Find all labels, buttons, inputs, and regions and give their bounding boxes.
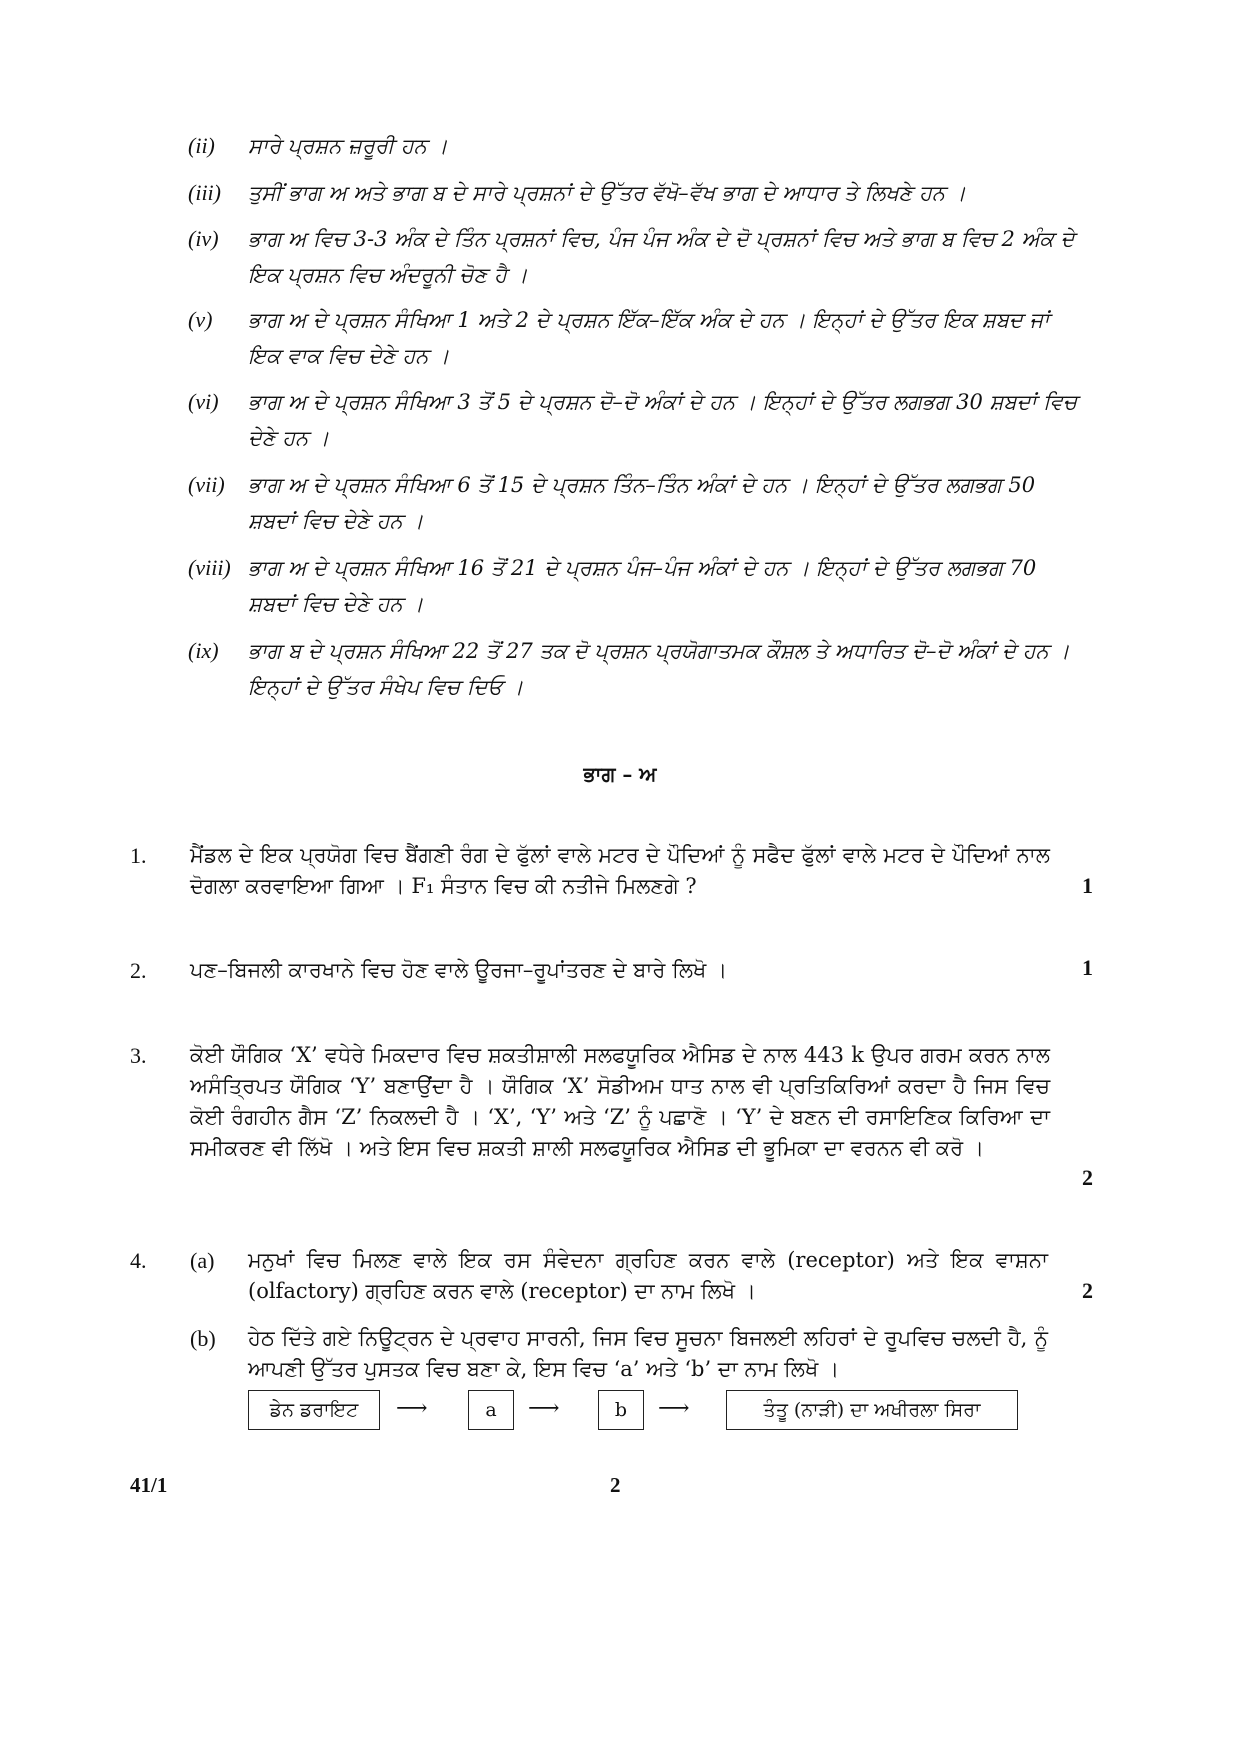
question-text: ਪਣ–ਬਿਜਲੀ ਕਾਰਖਾਨੇ ਵਿਚ ਹੋਣ ਵਾਲੇ ਊਰਜਾ–ਰੂਪਾਂਤਰਣ ਦੇ ਬਾਰੇ ਲਿਖੋ । (190, 958, 728, 982)
question-3 (130, 1040, 1050, 1200)
instruction-number: (viii) (188, 555, 231, 580)
question-2-marks: 1 (1082, 955, 1093, 980)
page-number: 2 (610, 1473, 621, 1497)
flow-arrow: ⟶ (396, 1396, 428, 1421)
instruction-text: ਭਾਗ ਬ ਦੇ ਪ੍ਰਸ਼ਨ ਸੰਖਿਆ 22 ਤੋਂ 27 ਤਕ ਦੋ ਪ੍ਰਸ਼ਨ ਪ੍ਰਯੋਗਾਤਮਕ ਕੌਸ਼ਲ ਤੇ ਅਧਾਰਿਤ ਦੋ–ਦੋ ਅੰਕਾਂ ਦੇ ਹਨ । ਇਨ੍ਹਾਂ ਦੇ ਉੱਤਰ ਸੰਖੇਪ ਵਿਚ ਦਿਓ । (248, 639, 1070, 699)
instruction-vi (188, 384, 1108, 456)
flow-box-a: a (468, 1390, 514, 1430)
question-4-marks: 2 (1082, 1278, 1093, 1303)
instruction-text: ਭਾਗ ਅ ਦੇ ਪ੍ਰਸ਼ਨ ਸੰਖਿਆ 1 ਅਤੇ 2 ਦੇ ਪ੍ਰਸ਼ਨ ਇੱਕ–ਇੱਕ ਅੰਕ ਦੇ ਹਨ । ਇਨ੍ਹਾਂ ਦੇ ਉੱਤਰ ਇਕ ਸ਼ਬਦ ਜਾਂ ਇਕ ਵਾਕ ਵਿਚ ਦੇਣੇ ਹਨ । (248, 308, 1050, 368)
instruction-ii (188, 128, 1108, 164)
question-number: 2. (130, 958, 147, 983)
question-1 (130, 840, 1050, 904)
question-number: 3. (130, 1043, 147, 1068)
question-4 (130, 1245, 170, 1277)
instruction-number: (v) (188, 307, 213, 332)
instruction-ix (188, 633, 1108, 705)
instruction-vii (188, 467, 1108, 539)
instruction-text: ਭਾਗ ਅ ਦੇ ਪ੍ਰਸ਼ਨ ਸੰਖਿਆ 16 ਤੋਂ 21 ਦੇ ਪ੍ਰਸ਼ਨ ਪੰਜ–ਪੰਜ ਅੰਕਾਂ ਦੇ ਹਨ । ਇਨ੍ਹਾਂ ਦੇ ਉੱਤਰ ਲਗਭਗ 70 ਸ਼ਬਦਾਂ ਵਿਚ ਦੇਣੇ ਹਨ । (248, 556, 1037, 616)
question-3-marks: 2 (1082, 1165, 1093, 1190)
section-heading: ਭਾਗ – ਅ (583, 762, 657, 786)
sub-question-text: ਮਨੁਖਾਂ ਵਿਚ ਮਿਲਣ ਵਾਲੇ ਇਕ ਰਸ ਸੰਵੇਦਨਾ ਗ੍ਰਹਿਣ ਕਰਨ ਵਾਲੇ (receptor) ਅਤੇ ਇਕ ਵਾਸ਼ਨਾ (olfactory) ਗ੍ਰਹਿਣ ਕਰਨ ਵਾਲੇ (receptor) ਦਾ ਨਾਮ ਲਿਖੋ । (248, 1248, 1048, 1303)
instruction-text: ਭਾਗ ਅ ਵਿਚ 3-3 ਅੰਕ ਦੇ ਤਿੰਨ ਪ੍ਰਸ਼ਨਾਂ ਵਿਚ, ਪੰਜ ਪੰਜ ਅੰਕ ਦੇ ਦੋ ਪ੍ਰਸ਼ਨਾਂ ਵਿਚ ਅਤੇ ਭਾਗ ਬ ਵਿਚ 2 ਅੰਕ ਦੇ ਇਕ ਪ੍ਰਸ਼ਨ ਵਿਚ ਅੰਦਰੂਨੀ ਚੋਣ ਹੈ । (248, 227, 1075, 287)
question-2 (130, 955, 1050, 987)
question-text: ਕੋਈ ਯੌਗਿਕ ‘X’ ਵਧੇਰੇ ਮਿਕਦਾਰ ਵਿਚ ਸ਼ਕਤੀਸ਼ਾਲੀ ਸਲਫਯੂਰਿਕ ਐਸਿਡ ਦੇ ਨਾਲ 443 k ਉਪਰ ਗਰਮ ਕਰਨ ਨਾਲ ਅਸੰਤ੍ਰਿਪਤ ਯੌਗਿਕ ‘Y’ ਬਣਾਉਂਦਾ ਹੈ । ਯੌਗਿਕ ‘X’ ਸੋਡੀਅਮ ਧਾਤ ਨਾਲ ਵੀ ਪ੍ਰਤਿਕਿਰਿਆਂ ਕਰਦਾ ਹੈ ਜਿਸ ਵਿਚ ਕੋਈ ਰੰਗਹੀਨ ਗੈਸ ‘Z’ ਨਿਕਲਦੀ ਹੈ । ‘X’, ‘Y’ ਅਤੇ ‘Z’ ਨੂੰ ਪਛਾਣੋ । ‘Y’ ਦੇ ਬਣਨ ਦੀ ਰਸਾਇਣਿਕ ਕਿਰਿਆ ਦਾ ਸਮੀਕਰਣ ਵੀ ਲਿੱਖੋ । ਅਤੇ ਇਸ ਵਿਚ ਸ਼ਕਤੀ ਸ਼ਾਲੀ ਸਲਫਯੂਰਿਕ ਐਸਿਡ ਦੀ ਭੂਮਿਕਾ ਦਾ ਵਰਨਨ ਵੀ ਕਰੋ । (190, 1043, 1050, 1160)
instruction-viii (188, 550, 1108, 622)
instruction-number: (vii) (188, 472, 225, 497)
sub-question-label: (a) (190, 1248, 215, 1273)
instruction-text: ਸਾਰੇ ਪ੍ਰਸ਼ਨ ਜ਼ਰੂਰੀ ਹਨ । (248, 134, 448, 158)
instruction-iv (188, 221, 1108, 293)
instruction-number: (ii) (188, 133, 215, 158)
flow-box-dendrite: ਡੇਨ ਡਰਾਇਟ (248, 1390, 380, 1430)
question-1-marks: 1 (1082, 873, 1093, 898)
instruction-number: (iv) (188, 226, 219, 251)
paper-code: 41/1 (130, 1473, 168, 1497)
instruction-v (188, 302, 1108, 374)
flow-box-b: b (598, 1390, 644, 1430)
sub-question-label: (b) (190, 1326, 216, 1351)
instruction-iii (188, 175, 1108, 211)
question-number: 4. (130, 1248, 147, 1273)
question-4a (190, 1245, 1050, 1309)
flow-arrow: ⟶ (658, 1396, 690, 1421)
question-text: ਮੈਂਡਲ ਦੇ ਇਕ ਪ੍ਰਯੋਗ ਵਿਚ ਬੈਂਗਣੀ ਰੰਗ ਦੇ ਫੁੱਲਾਂ ਵਾਲੇ ਮਟਰ ਦੇ ਪੌਦਿਆਂ ਨੂੰ ਸਫੈਦ ਫੁੱਲਾਂ ਵਾਲੇ ਮਟਰ ਦੇ ਪੌਦਿਆਂ ਨਾਲ ਦੋਗਲਾ ਕਰਵਾਇਆ ਗਿਆ । F₁ ਸੰਤਾਨ ਵਿਚ ਕੀ ਨਤੀਜੇ ਮਿਲਣਗੇ ? (190, 843, 1050, 898)
instruction-text: ਤੁਸੀਂ ਭਾਗ ਅ ਅਤੇ ਭਾਗ ਬ ਦੇ ਸਾਰੇ ਪ੍ਰਸ਼ਨਾਂ ਦੇ ਉੱਤਰ ਵੱਖੋ–ਵੱਖ ਭਾਗ ਦੇ ਆਧਾਰ ਤੇ ਲਿਖਣੇ ਹਨ । (248, 181, 966, 205)
instruction-number: (iii) (188, 180, 221, 205)
instruction-text: ਭਾਗ ਅ ਦੇ ਪ੍ਰਸ਼ਨ ਸੰਖਿਆ 3 ਤੋਂ 5 ਦੇ ਪ੍ਰਸ਼ਨ ਦੋ–ਦੋ ਅੰਕਾਂ ਦੇ ਹਨ । ਇਨ੍ਹਾਂ ਦੇ ਉੱਤਰ ਲਗਭਗ 30 ਸ਼ਬਦਾਂ ਵਿਚ ਦੇਣੇ ਹਨ । (248, 390, 1078, 450)
question-4b (190, 1323, 1050, 1387)
flow-arrow: ⟶ (528, 1396, 560, 1421)
instruction-number: (ix) (188, 638, 219, 663)
sub-question-text: ਹੇਠ ਦਿੱਤੇ ਗਏ ਨਿਊਟ੍ਰਨ ਦੇ ਪ੍ਰਵਾਹ ਸਾਰਨੀ, ਜਿਸ ਵਿਚ ਸੂਚਨਾ ਬਿਜਲਈ ਲਹਿਰਾਂ ਦੇ ਰੂਪਵਿਚ ਚਲਦੀ ਹੈ, ਨੂੰ ਆਪਣੀ ਉੱਤਰ ਪੁਸਤਕ ਵਿਚ ਬਣਾ ਕੇ, ਇਸ ਵਿਚ ‘a’ ਅਤੇ ‘b’ ਦਾ ਨਾਮ ਲਿਖੋ । (248, 1326, 1048, 1381)
instruction-text: ਭਾਗ ਅ ਦੇ ਪ੍ਰਸ਼ਨ ਸੰਖਿਆ 6 ਤੋਂ 15 ਦੇ ਪ੍ਰਸ਼ਨ ਤਿੰਨ–ਤਿੰਨ ਅੰਕਾਂ ਦੇ ਹਨ । ਇਨ੍ਹਾਂ ਦੇ ਉੱਤਰ ਲਗਭਗ 50 ਸ਼ਬਦਾਂ ਵਿਚ ਦੇਣੇ ਹਨ । (248, 473, 1036, 533)
question-number: 1. (130, 843, 147, 868)
neuron-flow-diagram (248, 1390, 1028, 1432)
flow-box-nerve-ending: ਤੰਤੂ (ਨਾੜੀ) ਦਾ ਅਖੀਰਲਾ ਸਿਰਾ (726, 1390, 1018, 1430)
instruction-number: (vi) (188, 389, 219, 414)
